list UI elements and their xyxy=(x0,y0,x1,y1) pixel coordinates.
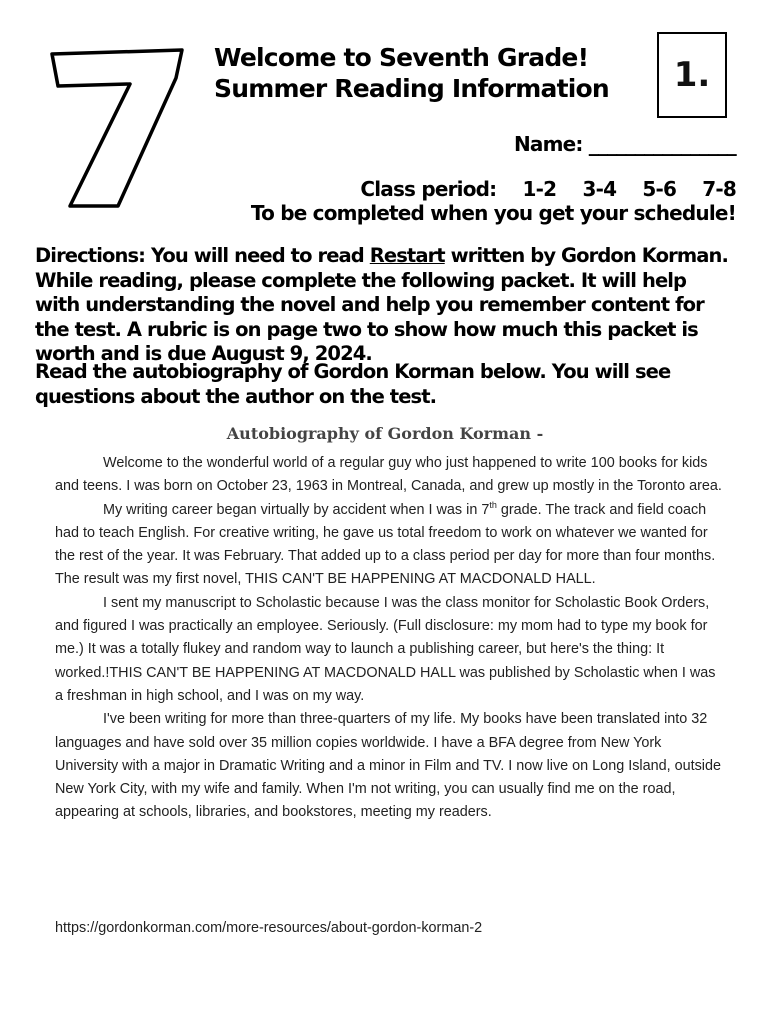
bio-paragraph-2 xyxy=(55,499,725,592)
autobiography-body xyxy=(55,452,725,825)
name-field[interactable] xyxy=(514,132,736,156)
bio-paragraph-4: I've been writing for more than three-quarters of my life. My books have been translated into 32 languages and have sold over 35 million copies worldwide. I have a BFA degree from New York University with a major in Dramatic Writing and a minor in Film and TV. I now live on Long Island, outside New York City, with my wife and family. When I'm not writing, you can usually find me on the road, appearing at schools, libraries, and bookstores, meeting my readers. xyxy=(55,711,721,821)
period-option-7-8[interactable]: 7-8 xyxy=(702,177,736,201)
directions-text-start: Directions: You will need to read xyxy=(35,244,370,267)
page-number: 1. xyxy=(673,55,711,95)
period-option-5-6[interactable]: 5-6 xyxy=(642,177,677,201)
schedule-note: To be completed when you get your schedule! xyxy=(250,201,736,225)
class-period-row xyxy=(360,177,736,201)
bio-p2-start: My writing career began virtually by accident when I was in 7 xyxy=(103,501,490,518)
bio-heading: Autobiography of Gordon Korman - xyxy=(226,424,544,443)
bio-paragraph-1: Welcome to the wonderful world of a regular guy who just happened to write 100 books for kids and teens. I was born on October 23, 1963 in Montreal, Canada, and grew up mostly in the Toronto area. xyxy=(55,455,722,495)
name-blank[interactable]: ________________ xyxy=(588,132,736,156)
outlined-number-seven xyxy=(40,40,190,210)
ordinal-suffix: th xyxy=(489,499,497,510)
bio-paragraph-3: I sent my manuscript to Scholastic because I was the class monitor for Scholastic Book Orders, and figured I was practically an employee. Seriously. (Full disclosure: my mom had to type my book for me.) It was a totally flukey and random way to launch a publishing career, but here's the thing: It worked.!THIS CAN'T BE HAPPENING AT MACDONALD HALL was published by Scholastic when I was a freshman in high school, and I was on my way. xyxy=(55,594,716,704)
page-number-box xyxy=(657,32,727,118)
book-title: Restart xyxy=(369,244,445,267)
class-period-label: Class period: xyxy=(360,177,497,201)
title-line-1: Welcome to Seventh Grade! xyxy=(214,43,589,72)
page-title xyxy=(214,42,609,104)
svg-text:7: 7 xyxy=(40,40,41,41)
directions-text-end: written by Gordon Korman. While reading, please complete the following packet. It will help with understanding the novel and help you remember content for the test. A rubric is on page two to show how much this packet is worth and is due August 9, 2024. xyxy=(35,244,729,365)
period-option-1-2[interactable]: 1-2 xyxy=(522,177,557,201)
source-link[interactable]: https://gordonkorman.com/more-resources/about-gordon-korman-2 xyxy=(55,920,483,936)
autobiography-instructions: Read the autobiography of Gordon Korman below. You will see questions about the author on the test. xyxy=(35,360,671,408)
period-option-3-4[interactable]: 3-4 xyxy=(582,177,617,201)
bio-p2-end: grade. The track and field coach had to teach English. For creative writing, he gave us total freedom to work on whatever we wanted for the rest of the year. It was February. That added up to a class period per day for more than four months. The result was my first novel, THIS CAN'T BE HAPPENING AT MACDONALD HALL. xyxy=(55,501,716,588)
directions-paragraph xyxy=(35,244,735,367)
title-line-2: Summer Reading Information xyxy=(214,74,609,103)
name-label: Name: xyxy=(513,132,583,156)
